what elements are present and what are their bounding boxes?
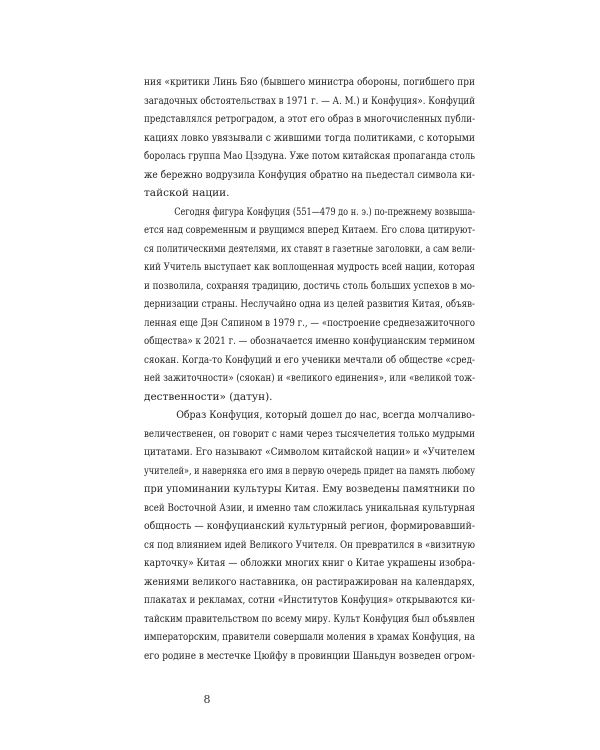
text-line: ется над современным и рвущимся вперед Китаем. Его слова цитируют- bbox=[144, 224, 475, 236]
text-line: дественности» (датун). bbox=[144, 390, 273, 403]
paragraph bbox=[144, 73, 475, 203]
text-line: тайским правительством по всему миру. Культ Конфуция был объявлен bbox=[144, 612, 475, 625]
text-line: Образ Конфуция, который дошел до нас, всегда молчаливо- bbox=[176, 409, 475, 421]
text-line: ней зажиточности» (сяокан) и «великого единения», или «великой тож- bbox=[144, 372, 475, 384]
text-line: тайской нации. bbox=[144, 187, 230, 199]
text-line: учителей», и наверняка его имя в первую очередь придет на память любому bbox=[144, 464, 475, 477]
body-text bbox=[144, 73, 475, 665]
text-line: всей Восточной Азии, и именно там сложилась уникальная культурная bbox=[144, 501, 475, 514]
paragraph bbox=[144, 203, 475, 407]
text-line: величественен, он говорит с нами через тысячелетия только мудрыми bbox=[144, 427, 475, 440]
paragraph bbox=[144, 406, 475, 665]
text-line: боролась группа Мао Цзэдуна. Уже потом китайская пропаганда столь bbox=[144, 150, 475, 162]
text-line: императорским, правители совершали моления в храмах Конфуция, на bbox=[144, 631, 475, 643]
text-line: ся политическими деятелями, их ставят в газетные заголовки, а сам вели- bbox=[144, 242, 475, 255]
text-line: цитатами. Его называют «Символом китайской нации» и «Учителем bbox=[144, 446, 475, 458]
text-line: карточку» Китая — обложки многих книг о Китае украшены изобра- bbox=[144, 557, 475, 569]
text-line: его родине в местечке Цюйфу в провинции Шаньдун возведен огром- bbox=[144, 649, 475, 662]
text-line: дернизации страны. Неслучайно одна из целей развития Китая, объяв- bbox=[144, 298, 475, 310]
text-line: общества» к 2021 г. — обозначается именно конфуцианским термином bbox=[144, 335, 475, 347]
text-line: представлялся ретроградом, а этот его образ в многочисленных публи- bbox=[144, 113, 475, 125]
text-line: кациях ловко увязывали с жившими тогда политиками, с которыми bbox=[144, 131, 475, 144]
text-line: ленная еще Дэн Сяпином в 1979 г., — «построение среднезажиточного bbox=[144, 316, 475, 329]
page-number: 8 bbox=[203, 693, 211, 706]
text-line: Сегодня фигура Конфуция (551—479 до н. э.) по-прежнему возвыша- bbox=[174, 205, 475, 218]
text-line: ся под влиянием идей Великого Учителя. Он превратился в «визитную bbox=[144, 538, 475, 551]
text-line: сяокан. Когда-то Конфуций и его ученики мечтали об обществе «сред- bbox=[144, 353, 475, 366]
text-line: при упоминании культуры Китая. Ему возведены памятники по bbox=[144, 483, 475, 495]
text-line: общность — конфуцианский культурный регион, формировавший- bbox=[144, 520, 475, 532]
text-line: кий Учитель выступает как воплощенная мудрость всей нации, которая bbox=[144, 261, 475, 273]
text-line: и позволила, сохраняя традицию, достичь столь больших успехов в мо- bbox=[144, 279, 475, 292]
text-line: ния «критики Линь Бяо (бывшего министра обороны, погибшего при bbox=[144, 76, 475, 88]
text-line: же бережно водрузила Конфуция обратно на пьедестал символа ки- bbox=[144, 168, 475, 181]
text-line: плакатах и рекламах, сотни «Институтов Конфуция» открываются ки- bbox=[144, 594, 475, 606]
text-line: жениями великого наставника, он растиражирован на календарях, bbox=[144, 575, 475, 588]
text-line: загадочных обстоятельствах в 1971 г. — А. М.) и Конфуция». Конфуций bbox=[144, 94, 475, 107]
